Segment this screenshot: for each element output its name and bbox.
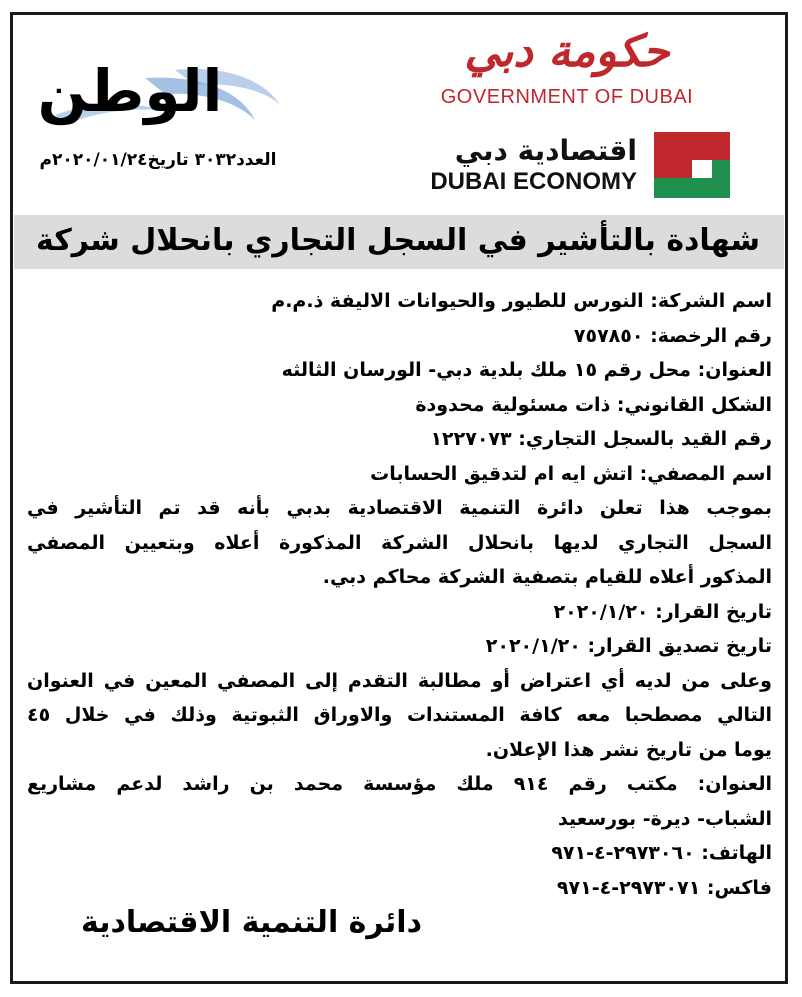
company-name-line: اسم الشركة: النورس للطيور والحيوانات الاليفة ذ.م.م — [271, 290, 772, 312]
license-number-line: رقم الرخصة: ٧٥٧٨٥٠ — [573, 324, 772, 347]
notice-title: شهادة بالتأشير في السجل التجاري بانحلال شركة — [36, 223, 760, 258]
dubai-economy-logo — [402, 130, 732, 200]
phone-line: الهاتف: ٢٩٧٣٠٦٠-٤-٩٧١ — [551, 842, 772, 864]
fax-line: فاكس: ٢٩٧٣٠٧١-٤-٩٧١ — [556, 876, 772, 899]
de-logo-latin: DUBAI ECONOMY — [430, 168, 637, 195]
government-of-dubai-logo — [422, 26, 712, 109]
objection-line: يوما من تاريخ نشر هذا الإعلان. — [485, 738, 772, 761]
objection-line: التالي مصطحبا معه كافة المستندات والاوراق الثبوتية وذلك في خلال ٤٥ — [27, 704, 772, 726]
legal-form-line: الشكل القانوني: ذات مسئولية محدودة — [415, 393, 772, 416]
address-line: العنوان: محل رقم ١٥ ملك بلدية دبي- الورسان الثالثه — [281, 359, 772, 381]
liquidator-address-line: الشباب- ديرة- بورسعيد — [557, 807, 772, 830]
department-signature: دائرة التنمية الاقتصادية — [81, 905, 422, 940]
dubai-economy-mark-icon — [652, 130, 732, 200]
decision-date-line: تاريخ القرار: ٢٠٢٠/١/٢٠ — [553, 600, 772, 623]
liquidator-address-line: العنوان: مكتب رقم ٩١٤ ملك مؤسسة محمد بن راشد لدعم مشاريع — [27, 773, 773, 795]
decision-approval-date-line: تاريخ تصديق القرار: ٢٠٢٠/١/٢٠ — [485, 635, 772, 657]
issue-line: العدد٣٠٣٢ تاريخ٢٠٢٠/٠١/٢٤م — [39, 150, 277, 170]
objection-line: وعلى من لديه أي اعتراض أو مطالبة التقدم إلى المصفي المعين في العنوان — [27, 669, 772, 692]
notice-body — [27, 284, 772, 905]
gov-logo-latin: GOVERNMENT OF DUBAI — [440, 86, 694, 108]
title-bar — [14, 215, 784, 269]
newspaper-name: الوطن — [37, 57, 223, 125]
registry-number-line: رقم القيد بالسجل التجاري: ١٢٢٧٠٧٣ — [430, 428, 772, 450]
announcement-line: بموجب هذا تعلن دائرة التنمية الاقتصادية بدبي بأنه قد تم التأشير في — [27, 497, 772, 519]
liquidator-name-line: اسم المصفي: اتش ايه ام لتدقيق الحسابات — [370, 462, 772, 485]
de-logo-arabic: اقتصادية دبي — [454, 134, 637, 167]
announcement-line: السجل التجاري لديها بانحلال الشركة المذكورة أعلاه وبتعيين المصفي — [27, 531, 772, 554]
announcement-line: المذكور أعلاه للقيام بتصفية الشركة محاكم دبي. — [322, 566, 772, 588]
gov-logo-arabic: حكومة دبي — [464, 26, 670, 77]
